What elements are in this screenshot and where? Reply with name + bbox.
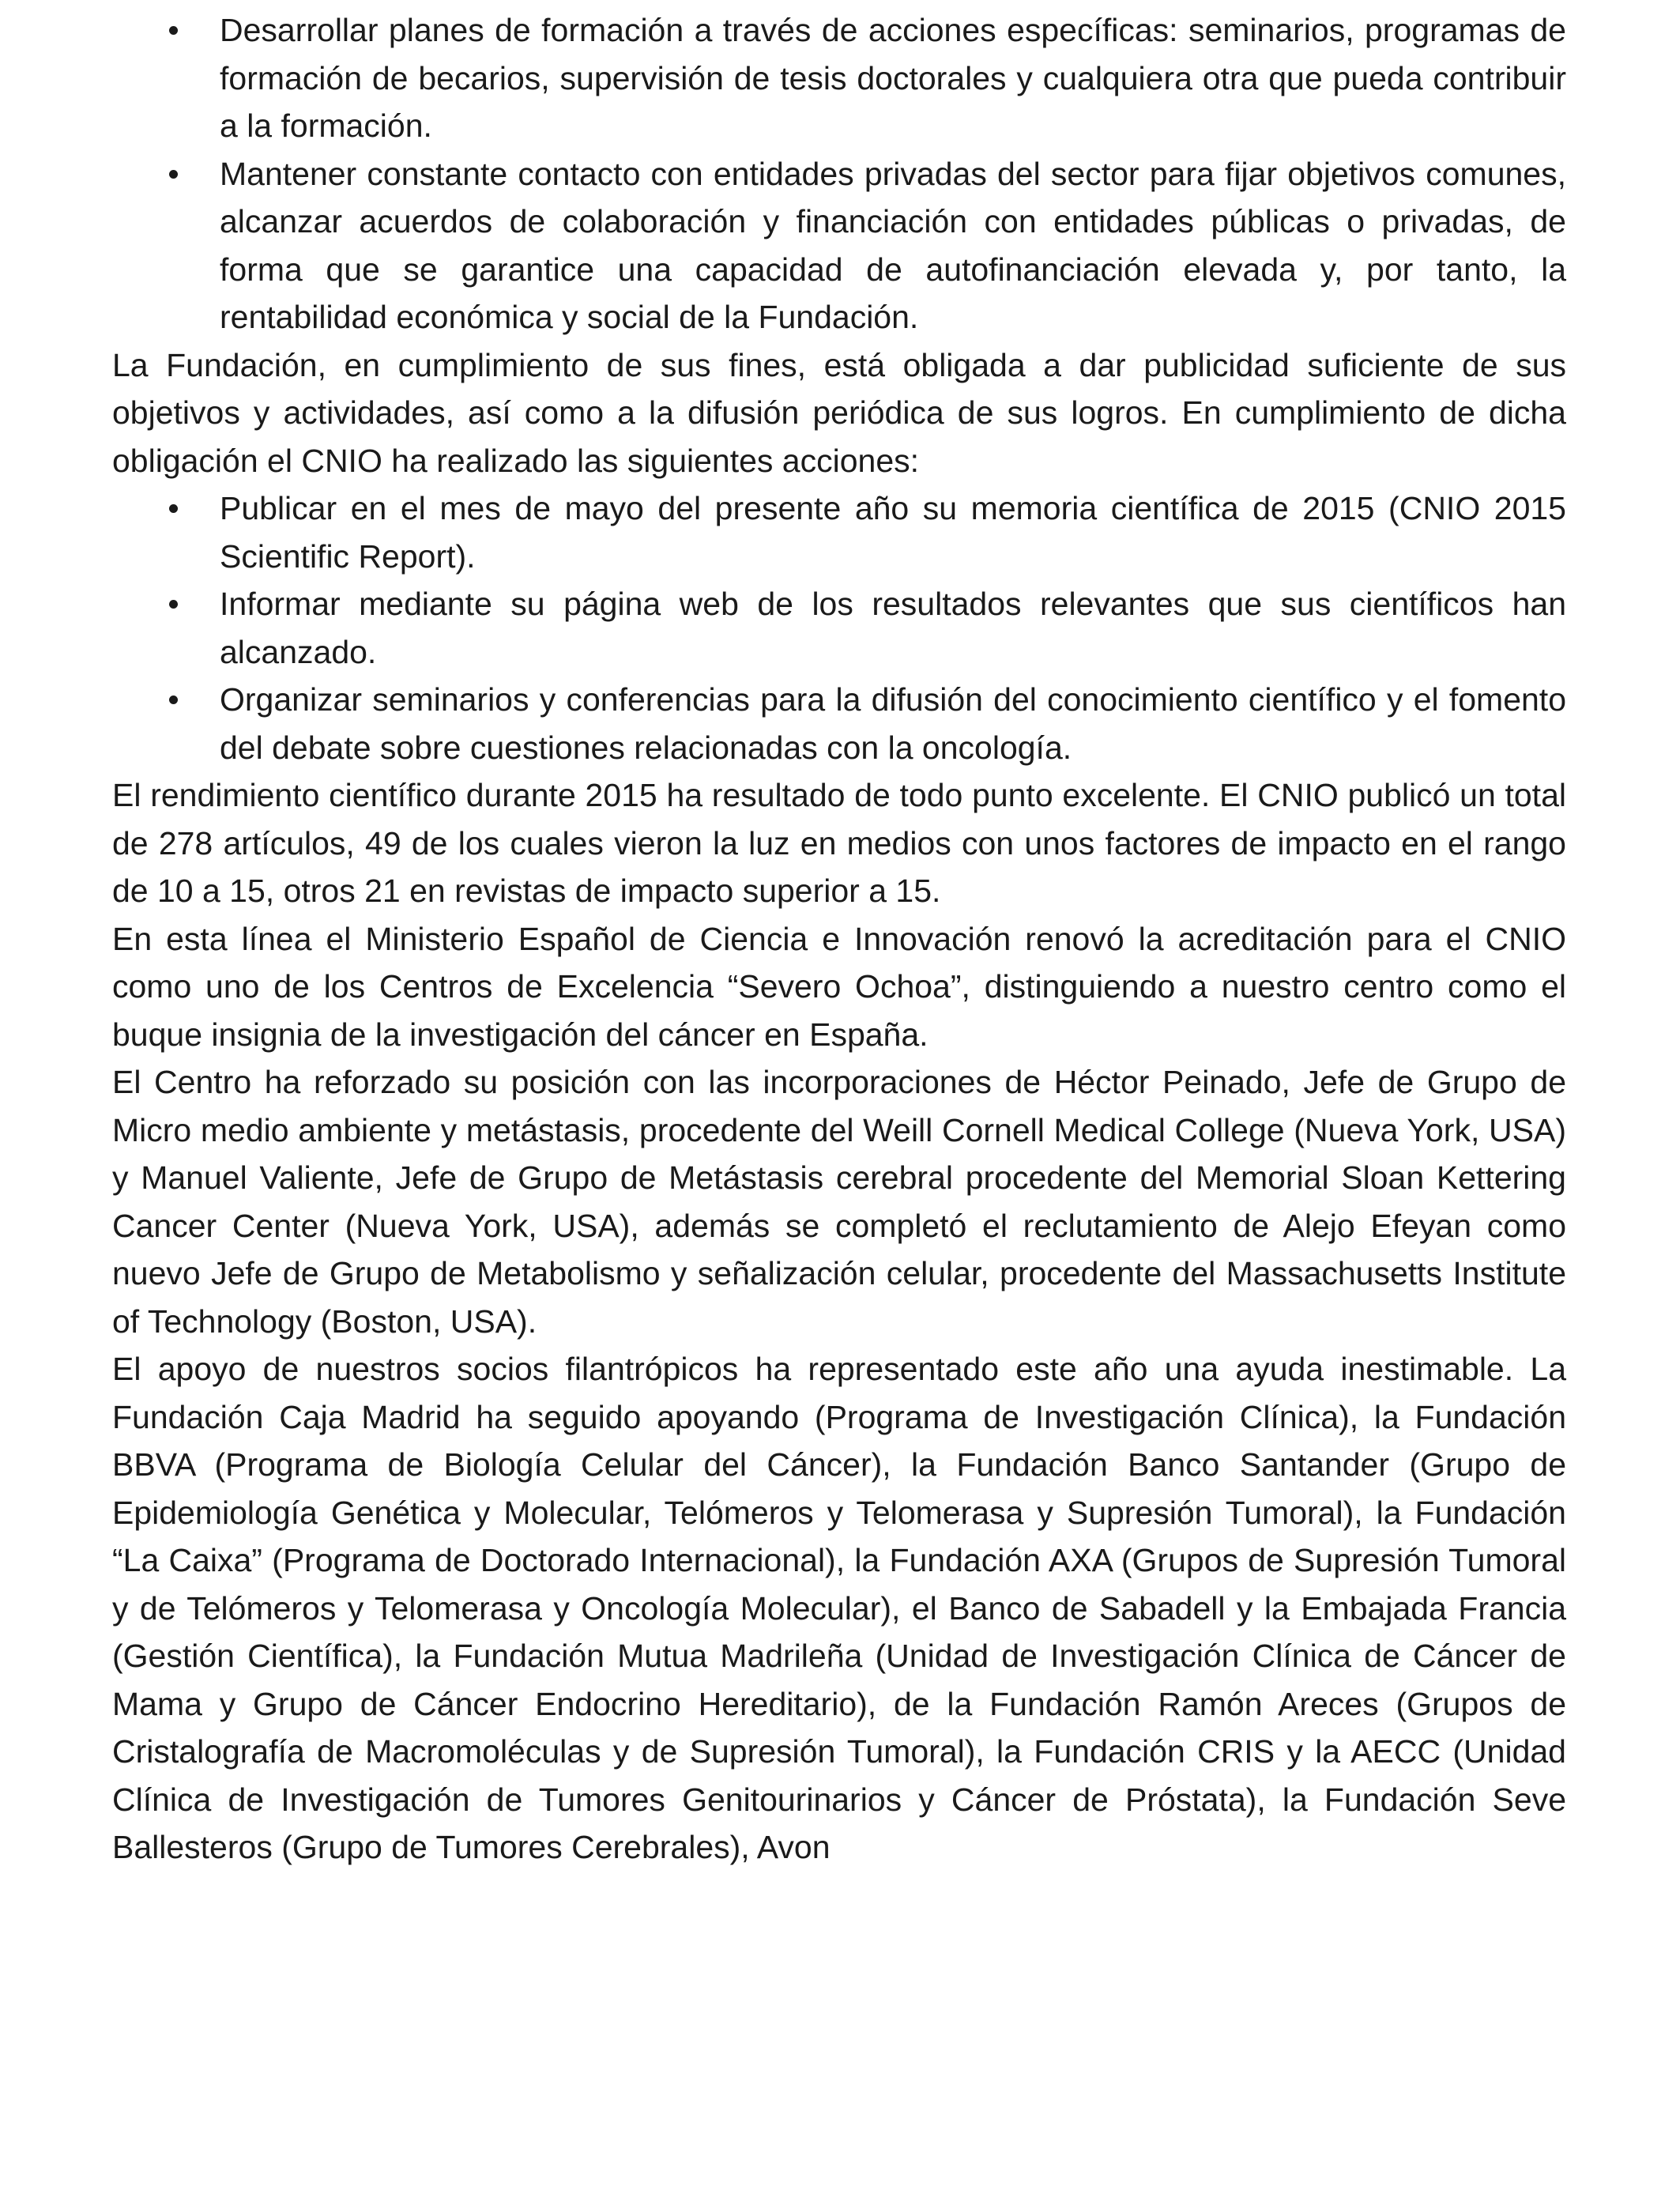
bullet-icon — [169, 26, 178, 35]
bullet-icon — [169, 504, 178, 513]
paragraph-accreditation: En esta línea el Ministerio Español de Ciencia e Innovación renovó la acreditación para el CNIO como uno de los Centros de Excelencia “Severo Ochoa”, distinguiendo a nuestro centro como el buque insignia de la investigación del cáncer en España. — [112, 920, 1566, 1053]
bullet-icon — [169, 170, 178, 179]
list-item-text: Publicar en el mes de mayo del presente año su memoria científica de 2015 (CNIO 2015 Scientific Report). — [220, 490, 1566, 575]
list-item — [112, 150, 1566, 341]
list-item — [112, 676, 1566, 771]
list-item-text: Mantener constante contacto con entidades privadas del sector para fijar objetivos comunes, alcanzar acuerdos de colaboración y financiación con entidades públicas o privadas, de forma que se garantice una capacidad de autofinanciación elevada y, por tanto, la rentabilidad económica y social de la Fundación. — [220, 155, 1566, 335]
document-page — [112, 6, 1566, 1872]
bullet-icon — [169, 696, 178, 704]
list-item — [112, 484, 1566, 580]
list-item — [112, 6, 1566, 150]
list-item-text: Desarrollar planes de formación a través de acciones específicas: seminarios, programas de formación de becarios, supervisión de tesis doctorales y cualquiera otra que pueda contribuir a la formación. — [220, 12, 1566, 144]
paragraph-recruitment: El Centro ha reforzado su posición con las incorporaciones de Héctor Peinado, Jefe de Grupo de Micro medio ambiente y metástasis, procedente del Weill Cornell Medical College (Nueva York, USA) y Manuel Valiente, Jefe de Grupo de Metástasis cerebral procedente del Memorial Sloan Kettering Cancer Center (Nueva York, USA), además se completó el reclutamiento de Alejo Efeyan como nuevo Jefe de Grupo de Metabolismo y señalización celular, procedente del Massachusetts Institute of Technology (Boston, USA). — [112, 1064, 1566, 1340]
paragraph-publicity: La Fundación, en cumplimiento de sus fines, está obligada a dar publicidad suficiente de sus objetivos y actividades, así como a la difusión periódica de sus logros. En cumplimiento de dicha obligación el CNIO ha realizado las siguientes acciones: — [112, 346, 1566, 479]
bullet-icon — [169, 600, 178, 609]
training-bullet-list — [112, 6, 1566, 341]
list-item-text: Informar mediante su página web de los resultados relevantes que sus científicos han alcanzado. — [220, 586, 1566, 670]
list-item-text: Organizar seminarios y conferencias para la difusión del conocimiento científico y el fomento del debate sobre cuestiones relacionadas con la oncología. — [220, 681, 1566, 766]
paragraph-philanthropy: El apoyo de nuestros socios filantrópicos ha representado este año una ayuda inestimable. La Fundación Caja Madrid ha seguido apoyando (Programa de Investigación Clínica), la Fundación BBVA (Programa de Biología Celular del Cáncer), la Fundación Banco Santander (Grupo de Epidemiología Genética y Molecular, Telómeros y Telomerasa y Supresión Tumoral), la Fundación “La Caixa” (Programa de Doctorado Internacional), la Fundación AXA (Grupos de Supresión Tumoral y de Telómeros y Telomerasa y Oncología Molecular), el Banco de Sabadell y la Embajada Francia (Gestión Científica), la Fundación Mutua Madrileña (Unidad de Investigación Clínica de Cáncer de Mama y Grupo de Cáncer Endocrino Hereditario), de la Fundación Ramón Areces (Grupos de Cristalografía de Macromoléculas y de Supresión Tumoral), la Fundación CRIS y la AECC (Unidad Clínica de Investigación de Tumores Genitourinarios y Cáncer de Próstata), la Fundación Seve Ballesteros (Grupo de Tumores Cerebrales), Avon — [112, 1351, 1566, 1865]
actions-bullet-list — [112, 484, 1566, 771]
paragraph-performance: El rendimiento científico durante 2015 ha resultado de todo punto excelente. El CNIO publicó un total de 278 artículos, 49 de los cuales vieron la luz en medios con unos factores de impacto en el rango de 10 a 15, otros 21 en revistas de impacto superior a 15. — [112, 777, 1566, 909]
list-item — [112, 580, 1566, 676]
